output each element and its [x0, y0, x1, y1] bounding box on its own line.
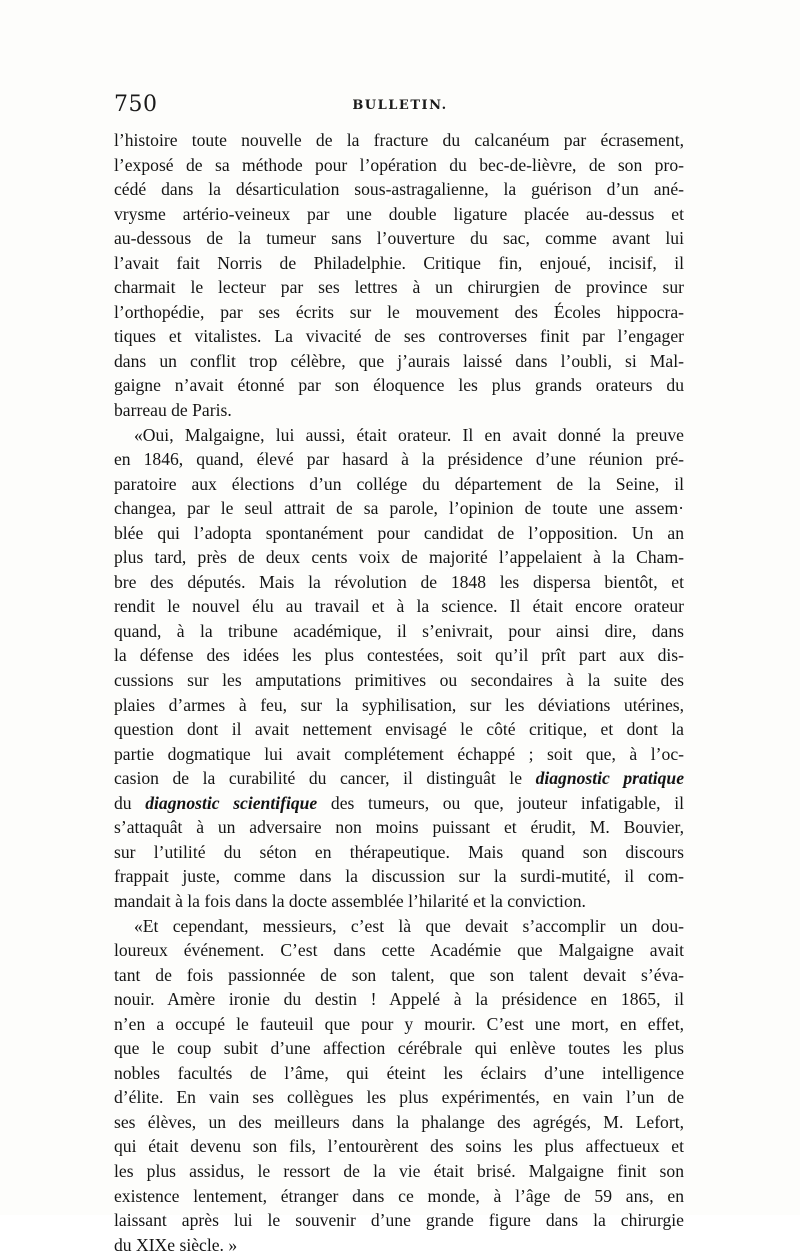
text-line: tant de fois passionnée de son talent, que son talent devait s’éva-	[114, 963, 684, 988]
running-head: BULLETIN.	[114, 98, 686, 113]
page-number: 750	[114, 92, 158, 117]
text-line: existence lentement, étranger dans ce monde, à l’âge de 59 ans, en	[114, 1184, 684, 1209]
text-line: barreau de Paris.	[114, 398, 684, 423]
page-header	[114, 92, 686, 122]
text-line: ses élèves, un des meilleurs dans la phalange des agrégés, M. Lefort,	[114, 1110, 684, 1135]
text-line: au-dessous de la tumeur sans l’ouverture du sac, comme avant lui	[114, 226, 684, 251]
paragraph	[114, 128, 684, 423]
text-line	[114, 766, 684, 791]
text-line: l’histoire toute nouvelle de la fracture du calcanéum par écrasement,	[114, 128, 684, 153]
paragraph	[114, 914, 684, 1257]
text-line: plaies d’armes à feu, sur la syphilisation, sur les déviations utérines,	[114, 693, 684, 718]
text-segment: casion de la curabilité du cancer, il distinguât le	[114, 768, 522, 788]
text-line: mandait à la fois dans la docte assemblée l’hilarité et la conviction.	[114, 889, 684, 914]
text-line: «Et cependant, messieurs, c’est là que devait s’accomplir un dou-	[114, 914, 684, 939]
text-line: cussions sur les amputations primitives ou secondaires à la suite des	[114, 668, 684, 693]
text-line: bre des députés. Mais la révolution de 1848 les dispersa bientôt, et	[114, 570, 684, 595]
text-line: gaigne n’avait étonné par son éloquence les plus grands orateurs du	[114, 373, 684, 398]
text-line: vrysme artério-veineux par une double ligature placée au-dessus et	[114, 202, 684, 227]
text-line: l’avait fait Norris de Philadelphie. Critique fin, enjoué, incisif, il	[114, 251, 684, 276]
text-line: sur l’utilité du séton en thérapeutique. Mais quand son discours	[114, 840, 684, 865]
paragraph	[114, 423, 684, 914]
text-line: s’attaquât à un adversaire non moins puissant et érudit, M. Bouvier,	[114, 815, 684, 840]
text-line: partie dogmatique lui avait complétement échappé ; soit que, à l’oc-	[114, 742, 684, 767]
text-line: blée qui l’adopta spontanément pour candidat de l’opposition. Un an	[114, 521, 684, 546]
text-segment: des tumeurs, ou que, jouteur infatigable, il	[317, 793, 684, 813]
text-segment: du	[114, 793, 132, 813]
text-line: frappait juste, comme dans la discussion sur la surdi-mutité, il com-	[114, 864, 684, 889]
text-line: loureux événement. C’est dans cette Académie que Malgaigne avait	[114, 938, 684, 963]
emphasis-term: diagnostic scientifique	[145, 793, 317, 813]
text-line: nobles facultés de l’âme, qui éteint les éclairs d’une intelligence	[114, 1061, 684, 1086]
text-line: cédé dans la désarticulation sous-astragalienne, la guérison d’un ané-	[114, 177, 684, 202]
text-line: que le coup subit d’une affection cérébrale qui enlève toutes les plus	[114, 1036, 684, 1061]
text-line: les plus assidus, le ressort de la vie était brisé. Malgaigne finit son	[114, 1159, 684, 1184]
text-line: changea, par le seul attrait de sa parole, l’opinion de toute une assem·	[114, 496, 684, 521]
text-line: l’orthopédie, par ses écrits sur le mouvement des Écoles hippocra-	[114, 300, 684, 325]
text-line: dans un conflit trop célèbre, que j’aurais laissé dans l’oubli, si Mal-	[114, 349, 684, 374]
text-line: tiques et vitalistes. La vivacité de ses controverses finit par l’engager	[114, 324, 684, 349]
body-text	[114, 128, 684, 1257]
text-line: «Oui, Malgaigne, lui aussi, était orateur. Il en avait donné la preuve	[114, 423, 684, 448]
text-line	[114, 791, 684, 816]
text-line: en 1846, quand, élevé par hasard à la présidence d’une réunion pré-	[114, 447, 684, 472]
text-line: la défense des idées les plus contestées, soit qu’il prît part aux dis-	[114, 643, 684, 668]
text-line: laissant après lui le souvenir d’une grande figure dans la chirurgie	[114, 1208, 684, 1233]
text-line: plus tard, près de deux cents voix de majorité l’appelaient à la Cham-	[114, 545, 684, 570]
text-line: rendit le nouvel élu au travail et à la science. Il était encore orateur	[114, 594, 684, 619]
text-line: l’exposé de sa méthode pour l’opération du bec-de-lièvre, de son pro-	[114, 153, 684, 178]
text-line: charmait le lecteur par ses lettres à un chirurgien de province sur	[114, 275, 684, 300]
text-line: n’en a occupé le fauteuil que pour y mourir. C’est une mort, en effet,	[114, 1012, 684, 1037]
text-line: qui était devenu son fils, l’entourèrent des soins les plus affectueux et	[114, 1134, 684, 1159]
text-line: paratoire aux élections d’un collége du département de la Seine, il	[114, 472, 684, 497]
text-line: quand, à la tribune académique, il s’enivrait, pour ainsi dire, dans	[114, 619, 684, 644]
text-line: question dont il avait nettement envisagé le côté critique, et dont la	[114, 717, 684, 742]
text-line: d’élite. En vain ses collègues les plus expérimentés, en vain l’un de	[114, 1085, 684, 1110]
text-line: nouir. Amère ironie du destin ! Appelé à la présidence en 1865, il	[114, 987, 684, 1012]
emphasis-term: diagnostic pratique	[536, 768, 684, 788]
text-line: du XIXe siècle. »	[114, 1233, 684, 1257]
